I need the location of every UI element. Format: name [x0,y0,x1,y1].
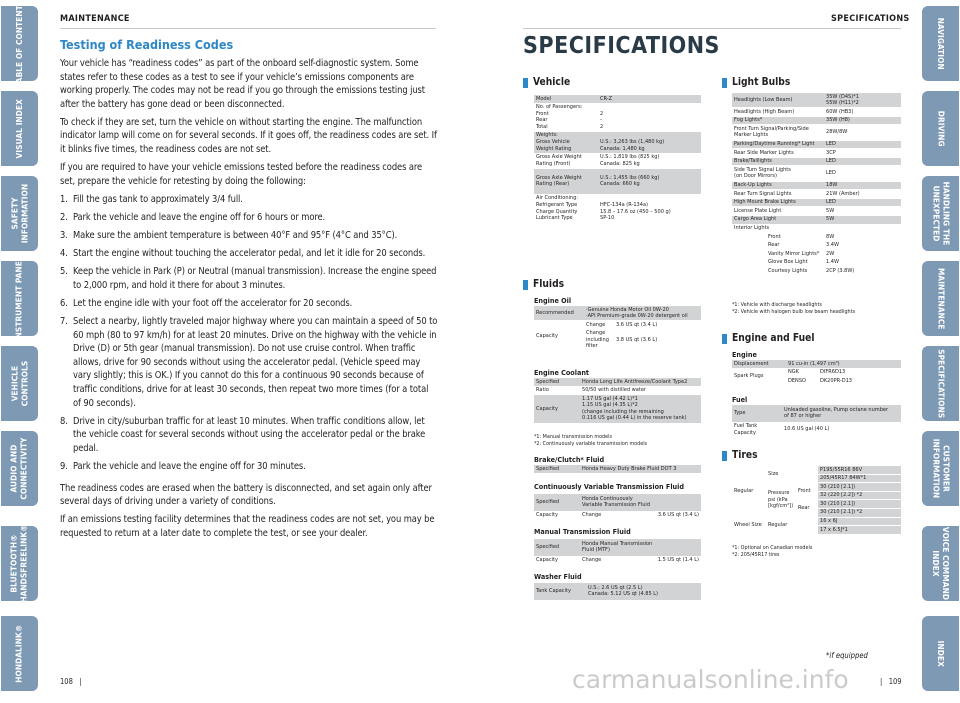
tab-handling-unexpected[interactable]: HANDLING THE UNEXPECTED [922,176,959,251]
table-row: Interior Lights [732,224,901,233]
list-item: 5. Keep the vehicle in Park (P) or Neutral (manual transmission). Increase the engine speed to 2,000 rpm, and hold it there for about 3 minutes. [60,266,437,291]
table-row: Capacity Change 3.6 US qt (3.4 L) [536,512,699,518]
table-row: Specified Honda Long Life Antifreeze/Coolant Type2 [534,378,701,386]
washer-table [534,583,701,601]
section-marker-icon [523,78,528,88]
specifications-title: SPECIFICATIONS [523,33,720,59]
engine-table [732,360,901,386]
tab-voice-command-index[interactable]: VOICE COMMAND INDEX [922,526,959,601]
table-row: Gross Axle Weight Rating (Rear) U.S.: 1,455 lbs (660 kg) Canada: 660 kg [534,168,701,194]
vehicle-heading: Vehicle [523,77,570,88]
tires-table [732,466,901,535]
paragraph: The readiness codes are erased when the battery is disconnected, and set again only after several days of driving under a variety of conditions. [60,482,432,508]
table-row: Headlights (Low Beam) 35W (D4S)*1 55W (H11)*2 [732,93,901,108]
footnote: *1: Optional on Canadian models [732,545,813,551]
section-marker-icon [722,451,727,461]
list-item: 9. Park the vehicle and leave the engine off for 30 minutes. [60,460,306,472]
tab-instrument-panel[interactable]: INSTRUMENT PANEL [1,261,38,336]
right-running-header: SPECIFICATIONS [831,14,910,24]
fuel-table [732,405,901,438]
mtf-heading: Manual Transmission Fluid [534,527,631,536]
table-row: Brake/Taillights LED [732,157,901,166]
table-row: Specified Honda Heavy Duty Brake Fluid DOT 3 [534,465,701,473]
table-row: Vanity Mirror Lights* 2W [732,250,901,259]
table-row: Rear Turn Signal Lights 21W (Amber) [732,190,901,199]
tab-audio-connectivity[interactable]: AUDIO AND CONNECTIVITY [1,431,38,506]
bulbs-table [732,93,901,276]
table-row: Type Unleaded gasoline, Pump octane number of 87 or higher [732,405,901,422]
table-row: Fuel Tank Capacity 10.6 US gal (40 L) [732,422,901,437]
right-header-rule [523,28,901,29]
table-row: Pressure psi (kPa [kgf/cm²]) Front 30 (210 [2.1]) [732,483,901,492]
table-row: Wheel Size Regular 16 x 6J [732,517,901,526]
footnote: *1: Manual transmission models [534,434,612,440]
list-item: 8. Drive in city/suburban traffic for at least 10 minutes. When traffic conditions allow, let the vehicle coast for several seconds without using the accelerator pedal or the brake pedal. [60,415,426,454]
table-row: Rear 30 (210 [2.1]) [732,500,901,509]
footnote: *2: Vehicle with halogen bulb low beam headlights [732,309,856,315]
table-row: Regular Size P195/55R16 86V [732,466,901,474]
tires-heading: Tires [722,450,758,461]
table-row: Cargo Area Light 5W [732,215,901,224]
table-row: Courtesy Lights 2CP (3.8W) [732,267,901,276]
table-row: Capacity Change 1.5 US qt (1.4 L) [536,557,699,563]
coolant-table [534,378,701,424]
list-item: 6. Let the engine idle with your foot off the accelerator for 20 seconds. [60,297,353,309]
table-row: Recommended ·Genuine Honda Motor Oil 0W-20 ·API Premium-grade 0W-20 detergent oil [534,306,701,321]
readiness-body [60,57,438,545]
table-row: DENSO DK20PR-D13 [732,377,901,386]
table-row: Rear 3.4W [732,241,901,250]
tab-customer-information[interactable]: CUSTOMER INFORMATION [922,431,959,506]
engine-heading: Engine [732,350,757,359]
table-row: Back-Up Lights 18W [732,181,901,190]
tab-bluetooth-handsfreelink[interactable]: BLUETOOTH® HANDSFREELINK® [1,526,38,601]
list-item: 7. Select a nearby, lightly traveled major highway where you can maintain a speed of 50 to 60 mph (80 to 97 km/h) for at least 20 minutes. Drive on the highway with the vehicle in Drive (D) or 5th gear (manual transmission). Do not use cruise control. When traffic allows, drive for 90 seconds without using the accelerator pedal. (Vehicle speed may vary slightly; this is OK.) If you cannot do this for a continuous 90 seconds because of traffic conditions, drive for at least 30 seconds, then repeat two more times (for a total of 90 seconds). [60,316,438,409]
steps-list [60,193,438,474]
table-row: 32 (220 [2.2]) *2 [732,491,901,500]
table-row: Air Conditioning: Refrigerant Type Charge Quantity Lubricant Type HFC-134a (R-134a) 15.8 – 17.6 oz (450 – 500 g) SP-10 [534,194,701,222]
section-marker-icon [722,78,727,88]
tab-visual-index[interactable]: VISUAL INDEX [1,91,38,166]
engine-oil-heading: Engine Oil [534,296,572,305]
table-row: License Plate Light 5W [732,207,901,216]
table-row: High Mount Brake Lights LED [732,198,901,207]
table-row: Model CR-Z [534,95,701,103]
if-equipped-note: *if equipped [826,651,868,660]
table-row: Parking/Daytime Running* Light LED [732,140,901,149]
paragraph: To check if they are set, turn the vehicle on without starting the engine. The malfunction indicator lamp will come on for several seconds. If it goes off, the readiness codes are set. If it blinks five times, the readiness codes are not set. [60,116,437,156]
list-item: 3. Make sure the ambient temperature is between 40°F and 95°F (4°C and 35°C). [60,230,398,242]
mtf-table [534,539,701,565]
brake-fluid-heading: Brake/Clutch* Fluid [534,455,605,464]
tab-index[interactable]: INDEX [922,616,959,691]
tab-hondalink[interactable]: HONDALINK® [1,616,38,691]
table-row: Weights: Gross Vehicle Weight Rating U.S.: 3,263 lbs (1,480 kg) Canada: 1,480 kg [534,131,701,153]
engine-oil-table [534,306,701,352]
table-row: Capacity 1.17 US gal (4.42 L)*1 1.15 US gal (4.35 L)*2 (change including the remaining 0.116 US gal (0.44 L) in the reserve tank) [534,395,701,423]
section-marker-icon [523,280,528,290]
tab-driving[interactable]: DRIVING [922,91,959,166]
table-row: Gross Axle Weight Rating (Front) U.S.: 1,819 lbs (825 kg) Canada: 825 kg [534,153,701,168]
page-number-right: | 109 [880,677,902,686]
table-row: 205/45R17 84W*1 [732,474,901,483]
table-row: Front 8W [732,233,901,242]
washer-fluid-heading: Washer Fluid [534,572,582,581]
engine-coolant-heading: Engine Coolant [534,368,590,377]
table-row: Displacement 91 cu-in (1,497 cm³) [732,360,901,368]
table-row: Side Turn Signal Lights (on Door Mirrors) LED [732,166,901,181]
table-row: Ratio 50/50 with distilled water [534,386,701,395]
table-row: Change including filter 3.8 US qt (3.6 L) [534,329,701,351]
table-row: Specified Honda Manual Transmission Fluid (MTF) [534,539,701,556]
section-marker-icon [722,334,727,344]
table-row: 17 x 6.5J*1 [732,526,901,535]
table-row: Fog Lights* 35W (H8) [732,116,901,125]
list-item: 1. Fill the gas tank to approximately 3/4 full. [60,193,243,205]
table-row: Headlights (High Beam) 60W (HB3) [732,108,901,117]
cvt-table [534,494,701,520]
list-item: 2. Park the vehicle and leave the engine off for 6 hours or more. [60,211,326,223]
table-row: Glove Box Light 1.4W [732,258,901,267]
left-running-header: MAINTENANCE [60,14,130,24]
vehicle-table [534,95,701,223]
table-row: Tank Capacity U.S.: 2.6 US qt (2.5 L) Canada: 5.12 US qt (4.85 L) [534,583,701,600]
left-header-rule [60,28,436,29]
paragraph: If you are required to have your vehicle emissions tested before the readiness codes are set, prepare the vehicle for retesting by doing the following: [60,162,423,187]
table-row: Rear Side Marker Lights 3CP [732,149,901,158]
watermark: carmanualsonline.info [572,665,849,694]
footnote: *2: Continuously variable transmission models [534,441,648,447]
tab-safety-information[interactable]: SAFETY INFORMATION [1,176,38,251]
table-row: Front Turn Signal/Parking/Side Marker Lights 28W/8W [732,125,901,140]
paragraph: Your vehicle has “readiness codes” as part of the onboard self-diagnostic system. Some states refer to these codes as a test to see if your vehicle’s emissions components are working properly. The codes may not be read if you go through the emissions testing just after the battery has gone dead or been disconnected. [60,58,425,110]
engine-fuel-heading: Engine and Fuel [722,333,815,344]
cvt-fluid-heading: Continuously Variable Transmission Fluid [534,482,684,491]
tab-table-of-contents[interactable]: TABLE OF CONTENTS [1,6,38,81]
light-bulbs-heading: Light Bulbs [722,77,790,88]
table-row: Spark Plugs NGK DIFR6D13 [732,368,901,377]
footnote: *2: 205/45R17 tires [732,552,780,558]
table-row: Specified Honda Continuously Variable Transmission Fluid [534,494,701,511]
paragraph: If an emissions testing facility determines that the readiness codes are not set, you may be requested to return at a later date to complete the test, or see your dealer. [60,514,435,539]
tab-vehicle-controls[interactable]: VEHICLE CONTROLS [1,346,38,421]
tab-maintenance[interactable]: MAINTENANCE [922,261,959,336]
table-row: 30 (210 [2.1]) *2 [732,508,901,517]
tab-specifications[interactable]: SPECIFICATIONS [922,346,959,421]
tab-navigation[interactable]: NAVIGATION [922,6,959,81]
table-row: No. of Passengers: Front Rear Total 2 - 2 [534,103,701,131]
list-item: 4. Start the engine without touching the accelerator pedal, and let it idle for 20 seconds. [60,248,426,260]
section-title: Testing of Readiness Codes [60,37,234,52]
footnote: *1: Vehicle with discharge headlights [732,302,822,308]
fuel-heading: Fuel [732,395,748,404]
brake-table [534,465,701,474]
fluids-heading: Fluids [523,279,564,290]
page-number-left: 108 | [60,677,82,686]
table-row: Capacity Change 3.6 US qt (3.4 L) [534,321,701,330]
